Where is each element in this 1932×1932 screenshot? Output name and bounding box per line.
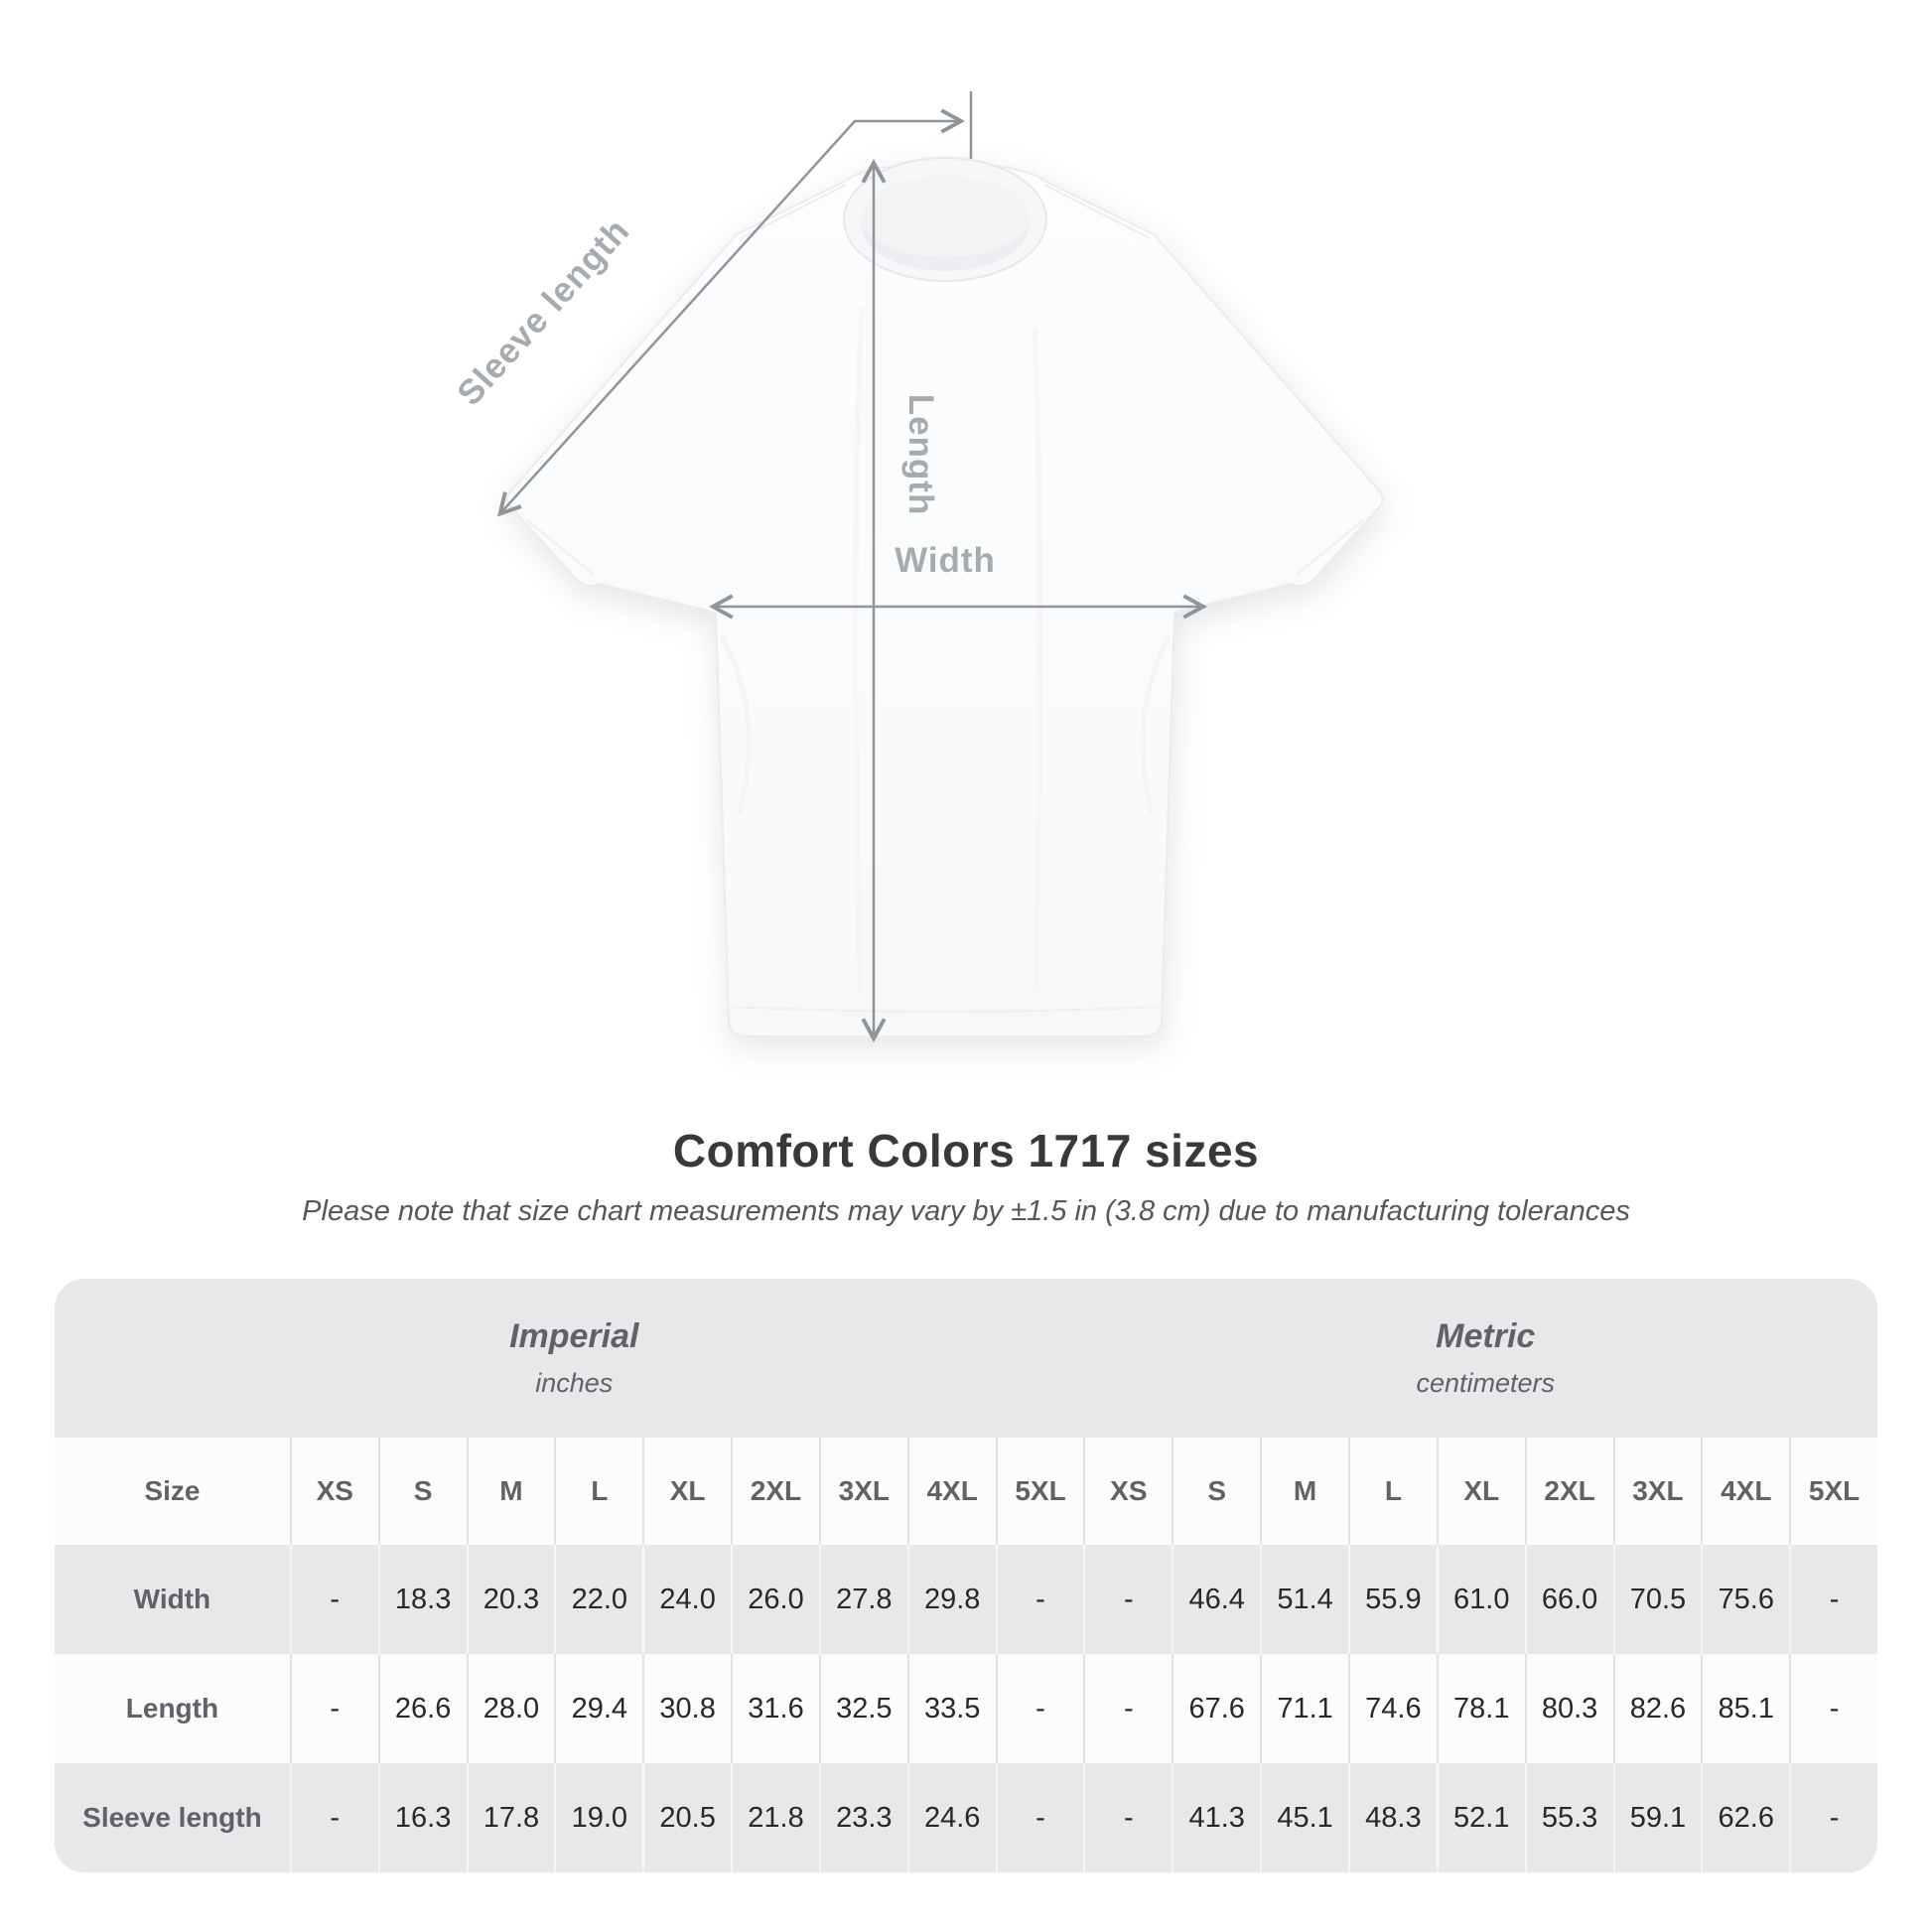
measurement-row-sleeve-length [55, 1763, 1877, 1872]
metric-header [1094, 1317, 1877, 1399]
metric-title: Metric [1436, 1317, 1536, 1355]
measurement-value: - [290, 1654, 378, 1763]
imperial-size-header-2xl: 2XL [731, 1438, 819, 1545]
metric-size-header-4xl: 4XL [1701, 1438, 1789, 1545]
measurement-value: 24.6 [907, 1763, 996, 1872]
measurement-value: - [996, 1654, 1084, 1763]
imperial-size-header-s: S [378, 1438, 467, 1545]
measurement-value: 51.4 [1260, 1545, 1348, 1654]
measurement-value: - [1083, 1763, 1172, 1872]
measurement-value: 26.6 [378, 1654, 467, 1763]
imperial-size-header-4xl: 4XL [907, 1438, 996, 1545]
width-label: Width [895, 541, 996, 580]
measurement-value: - [290, 1545, 378, 1654]
imperial-title: Imperial [509, 1317, 639, 1355]
measurement-value: 48.3 [1348, 1763, 1437, 1872]
metric-size-header-xs: XS [1083, 1438, 1172, 1545]
measurement-value: 80.3 [1525, 1654, 1613, 1763]
measurement-value: 32.5 [819, 1654, 907, 1763]
measurement-value: - [1789, 1654, 1877, 1763]
imperial-size-header-l: L [554, 1438, 642, 1545]
measurement-value: 31.6 [731, 1654, 819, 1763]
measurement-value: 66.0 [1525, 1545, 1613, 1654]
tshirt-image [507, 158, 1383, 1036]
measurement-value: 41.3 [1172, 1763, 1260, 1872]
measurement-value: 29.8 [907, 1545, 996, 1654]
metric-size-header-s: S [1172, 1438, 1260, 1545]
measurement-value: 78.1 [1437, 1654, 1525, 1763]
imperial-header [55, 1317, 1094, 1399]
measurement-value: 28.0 [467, 1654, 555, 1763]
measurement-value: 61.0 [1437, 1545, 1525, 1654]
measurement-value: 26.0 [731, 1545, 819, 1654]
measurement-value: 21.8 [731, 1763, 819, 1872]
title-block [0, 1124, 1932, 1228]
metric-size-header-l: L [1348, 1438, 1437, 1545]
measurement-value: - [1789, 1763, 1877, 1872]
measurement-value: 52.1 [1437, 1763, 1525, 1872]
measurement-value: 82.6 [1613, 1654, 1702, 1763]
length-label: Length [901, 393, 940, 516]
measurement-value: 46.4 [1172, 1545, 1260, 1654]
metric-size-header-2xl: 2XL [1525, 1438, 1613, 1545]
measurement-value: 62.6 [1701, 1763, 1789, 1872]
measurement-value: 23.3 [819, 1763, 907, 1872]
measurement-value: 74.6 [1348, 1654, 1437, 1763]
page-title: Comfort Colors 1717 sizes [672, 1125, 1260, 1176]
imperial-size-header-3xl: 3XL [819, 1438, 907, 1545]
measurement-value: 85.1 [1701, 1654, 1789, 1763]
size-column-header: Size [144, 1475, 201, 1506]
measurement-row-width [55, 1545, 1877, 1654]
page-subtitle: Please note that size chart measurements may vary by ±1.5 in (3.8 cm) due to manufacturing tolerances [302, 1195, 1630, 1227]
measurement-value: - [996, 1763, 1084, 1872]
imperial-size-header-5xl: 5XL [996, 1438, 1084, 1545]
metric-size-header-m: M [1260, 1438, 1348, 1545]
measurement-value: 59.1 [1613, 1763, 1702, 1872]
measurement-value: - [996, 1545, 1084, 1654]
measurement-value: - [1789, 1545, 1877, 1654]
metric-size-header-xl: XL [1437, 1438, 1525, 1545]
row-label: Length [125, 1693, 219, 1724]
measurement-value: 45.1 [1260, 1763, 1348, 1872]
measurement-value: - [1083, 1545, 1172, 1654]
table-rows [55, 1545, 1877, 1872]
measurement-value: 27.8 [819, 1545, 907, 1654]
imperial-unit: inches [535, 1368, 614, 1398]
measurement-value: 18.3 [378, 1545, 467, 1654]
metric-size-header-5xl: 5XL [1789, 1438, 1877, 1545]
measurement-value: - [290, 1763, 378, 1872]
measurement-value: 30.8 [642, 1654, 731, 1763]
measurement-value: 71.1 [1260, 1654, 1348, 1763]
measurement-value: 20.3 [467, 1545, 555, 1654]
imperial-size-header-xs: XS [290, 1438, 378, 1545]
sleeve-length-label: Sleeve length [450, 210, 637, 414]
measurement-value: 24.0 [642, 1545, 731, 1654]
row-label: Width [133, 1584, 211, 1614]
measurement-value: - [1083, 1654, 1172, 1763]
measurement-value: 16.3 [378, 1763, 467, 1872]
measurement-value: 75.6 [1701, 1545, 1789, 1654]
metric-unit: centimeters [1416, 1368, 1556, 1398]
measurement-value: 55.3 [1525, 1763, 1613, 1872]
size-table [55, 1279, 1877, 1872]
measurement-row-length [55, 1654, 1877, 1763]
measurement-value: 19.0 [554, 1763, 642, 1872]
measurement-value: 55.9 [1348, 1545, 1437, 1654]
measurement-value: 67.6 [1172, 1654, 1260, 1763]
size-header-row [55, 1438, 1877, 1545]
measurement-value: 17.8 [467, 1763, 555, 1872]
measurement-value: 33.5 [907, 1654, 996, 1763]
unit-band [55, 1279, 1877, 1438]
measurement-value: 29.4 [554, 1654, 642, 1763]
metric-size-header-3xl: 3XL [1613, 1438, 1702, 1545]
imperial-size-header-xl: XL [642, 1438, 731, 1545]
row-label: Sleeve length [82, 1802, 262, 1833]
imperial-size-header-m: M [467, 1438, 555, 1545]
measurement-value: 22.0 [554, 1545, 642, 1654]
measurement-value: 20.5 [642, 1763, 731, 1872]
measurement-value: 70.5 [1613, 1545, 1702, 1654]
